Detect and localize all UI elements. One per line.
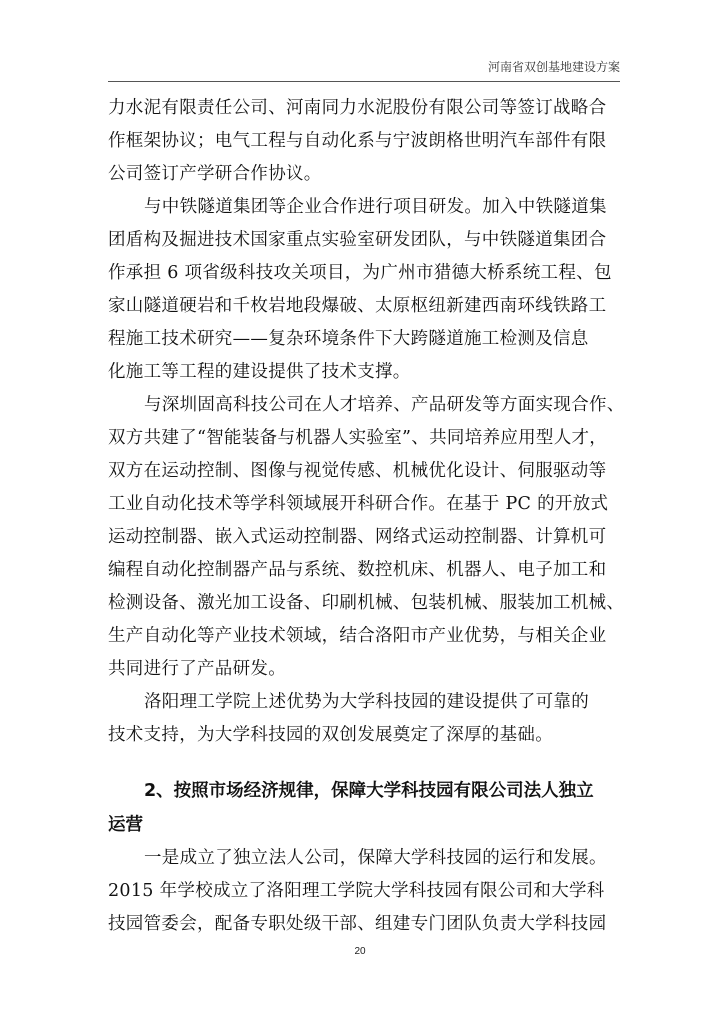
text-line: 双方在运动控制、图像与视觉传感、机械优化设计、伺服驱动等 xyxy=(108,461,607,481)
paragraph-5 xyxy=(108,842,620,941)
text-line: 与深圳固高科技公司在人才培养、产品研发等方面实现合作、 xyxy=(144,395,625,415)
text-line: 家山隧道硬岩和千枚岩地段爆破、太原枢纽新建西南环线铁路工 xyxy=(108,296,607,316)
text-line: 程施工技术研究——复杂环境条件下大跨隧道施工检测及信息 xyxy=(108,329,589,349)
text-line: 一是成立了独立法人公司，保障大学科技园的运行和发展。 xyxy=(144,848,607,868)
section-heading xyxy=(108,774,620,842)
heading-line: 运营 xyxy=(108,815,143,835)
page-number: 20 xyxy=(354,946,366,957)
text-line: 生产自动化等产业技术领域，结合洛阳市产业优势，与相关企业 xyxy=(108,626,607,646)
text-line: 工业自动化技术等学科领域展开科研合作。在基于 PC 的开放式 xyxy=(108,494,609,514)
paragraph-4 xyxy=(108,686,620,752)
document-body xyxy=(108,92,625,941)
text-line: 技术支持，为大学科技园的双创发展奠定了深厚的基础。 xyxy=(108,725,553,745)
text-line: 运动控制器、嵌入式运动控制器、网络式运动控制器、计算机可 xyxy=(108,527,607,547)
text-line: 洛阳理工学院上述优势为大学科技园的建设提供了可靠的 xyxy=(144,692,589,712)
text-line: 作框架协议；电气工程与自动化系与宁波朗格世明汽车部件有限 xyxy=(108,131,607,151)
text-line: 技园管委会，配备专职处级干部、组建专门团队负责大学科技园 xyxy=(108,914,607,934)
text-line: 与中铁隧道集团等企业合作进行项目研发。加入中铁隧道集 xyxy=(144,197,607,217)
paragraph-1 xyxy=(108,92,620,191)
text-line: 2015 年学校成立了洛阳理工学院大学科技园有限公司和大学科 xyxy=(108,881,605,901)
text-line: 化施工等工程的建设提供了技术支撑。 xyxy=(108,362,411,382)
text-line: 公司签订产学研合作协议。 xyxy=(108,164,322,184)
paragraph-3 xyxy=(108,389,625,686)
text-line: 作承担 6 项省级科技攻关项目，为广州市猎德大桥系统工程、包 xyxy=(108,263,612,283)
text-line: 编程自动化控制器产品与系统、数控机床、机器人、电子加工和 xyxy=(108,560,607,580)
paragraph-2 xyxy=(108,191,620,389)
heading-line: 2、按照市场经济规律，保障大学科技园有限公司法人独立 xyxy=(144,781,594,801)
text-line: 团盾构及掘进技术国家重点实验室研发团队，与中铁隧道集团合 xyxy=(108,230,607,250)
text-line: 双方共建了“智能装备与机器人实验室”、共同培养应用型人才， xyxy=(108,428,608,448)
text-line: 力水泥有限责任公司、河南同力水泥股份有限公司等签订战略合 xyxy=(108,98,607,118)
text-line: 检测设备、激光加工设备、印刷机械、包装机械、服装加工机械、 xyxy=(108,593,625,613)
section-spacer xyxy=(108,752,620,774)
text-line: 共同进行了产品研发。 xyxy=(108,659,286,679)
running-header: 河南省双创基地建设方案 xyxy=(108,58,620,82)
